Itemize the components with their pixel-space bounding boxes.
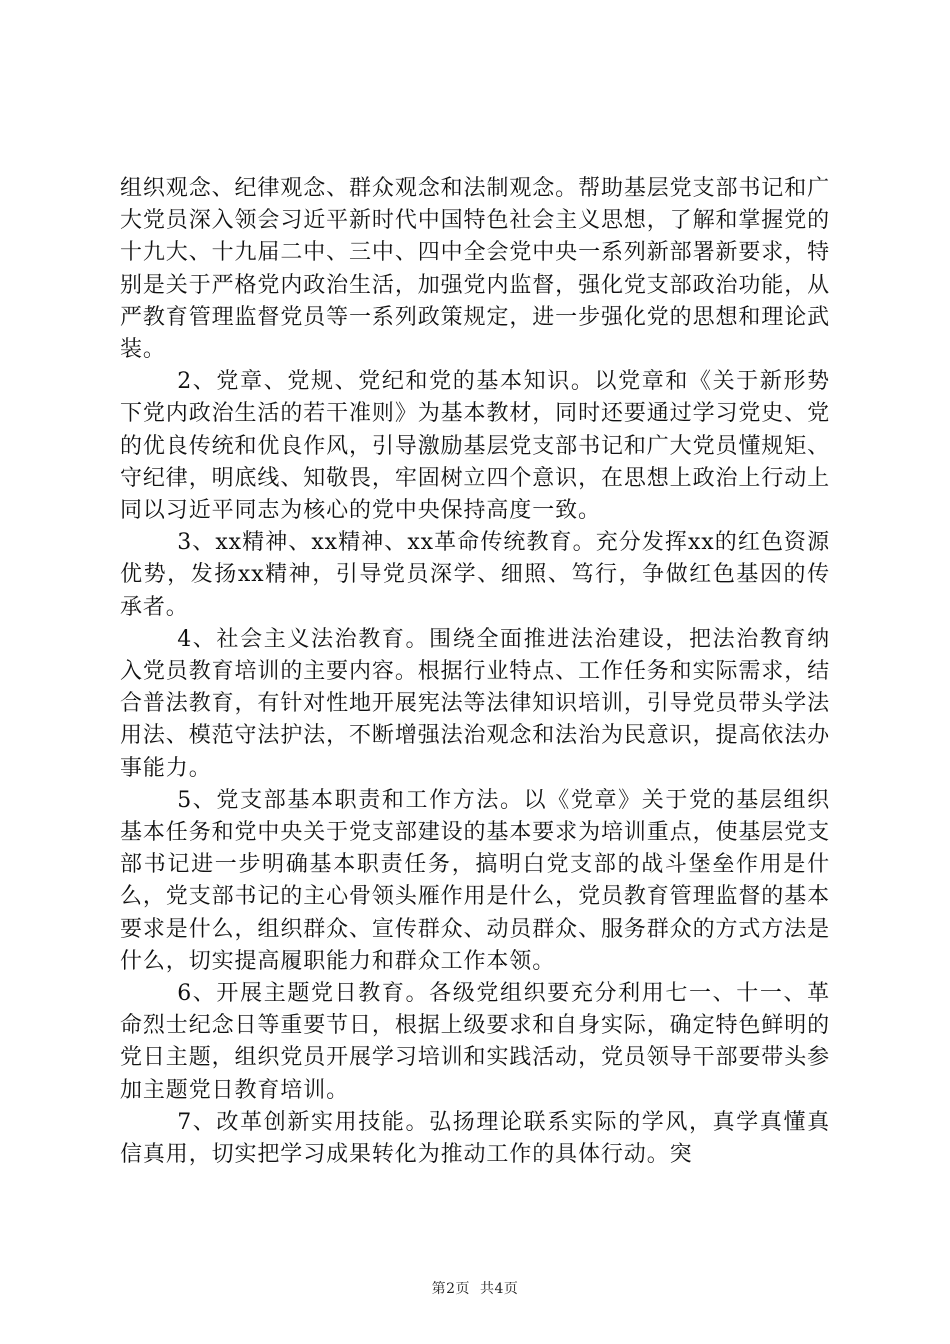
- paragraph-item-7: 7、改革创新实用技能。弘扬理论联系实际的学风，真学真懂真信真用，切实把学习成果转化为推动工作的具体行动。突: [120, 1109, 830, 1168]
- body-text: [120, 173, 830, 1171]
- paragraph-item-4: 4、社会主义法治教育。围绕全面推进法治建设，把法治教育纳入党员教育培训的主要内容。根据行业特点、工作任务和实际需求，结合普法教育，有针对性地开展宪法等法律知识培训，引导党员带头学法用法、模范守法护法，不断增强法治观念和法治为民意识，提高依法办事能力。: [120, 626, 830, 781]
- paragraph-item-2: 2、党章、党规、党纪和党的基本知识。以党章和《关于新形势下党内政治生活的若干准则》为基本教材，同时还要通过学习党史、党的优良传统和优良作风，引导激励基层党支部书记和广大党员懂规矩、守纪律，明底线、知敬畏，牢固树立四个意识，在思想上政治上行动上同以习近平同志为核心的党中央保持高度一致。: [120, 369, 830, 524]
- page-footer: [0, 1278, 950, 1298]
- page-number-label: 第2页 共4页: [431, 1281, 519, 1297]
- paragraph-item-3: 3、xx精神、xx精神、xx革命传统教育。充分发挥xx的红色资源优势，发扬xx精神，引导党员深学、细照、笃行，争做红色基因的传承者。: [120, 530, 830, 620]
- paragraph-continuation: 组织观念、纪律观念、群众观念和法制观念。帮助基层党支部书记和广大党员深入领会习近平新时代中国特色社会主义思想，了解和掌握党的十九大、十九届二中、三中、四中全会党中央一系列新部署新要求，特别是关于严格党内政治生活，加强党内监督，强化党支部政治功能，从严教育管理监督党员等一系列政策规定，进一步强化党的思想和理论武装。: [120, 176, 830, 363]
- paragraph-item-6: 6、开展主题党日教育。各级党组织要充分利用七一、十一、革命烈士纪念日等重要节日，根据上级要求和自身实际，确定特色鲜明的党日主题，组织党员开展学习培训和实践活动，党员领导干部要带头参加主题党日教育培训。: [120, 981, 830, 1103]
- paragraph-item-5: 5、党支部基本职责和工作方法。以《党章》关于党的基层组织基本任务和党中央关于党支部建设的基本要求为培训重点，使基层党支部书记进一步明确基本职责任务，搞明白党支部的战斗堡垒作用是什么，党支部书记的主心骨领头雁作用是什么，党员教育管理监督的基本要求是什么，组织群众、宣传群众、动员群众、服务群众的方式方法是什么，切实提高履职能力和群众工作本领。: [120, 787, 830, 974]
